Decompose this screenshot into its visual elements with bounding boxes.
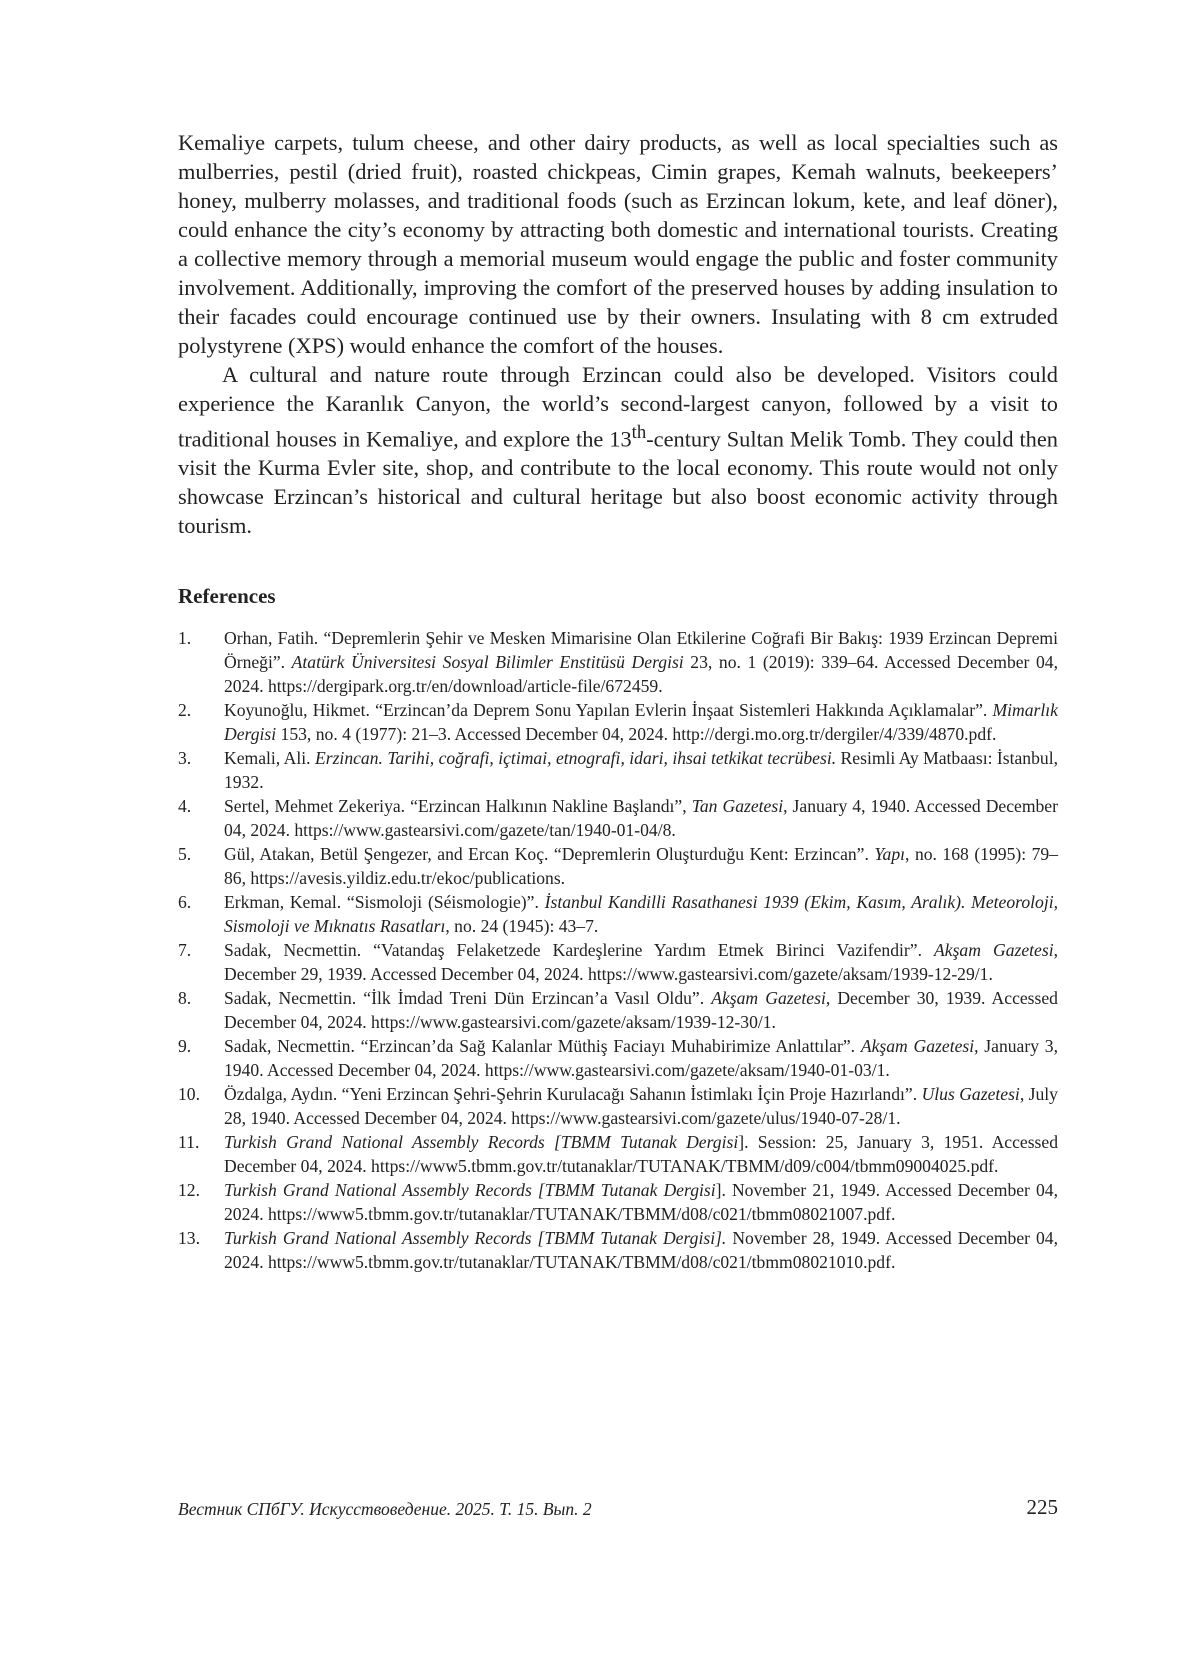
reference-number: 12. [178, 1180, 200, 1201]
reference-text-tail: November 28, 1949. Accessed December 04, 2024. https://www5.tbmm.gov.tr/tutanaklar/TUTANAK/TBMM/d08/c021/tbmm08021010.pdf. [224, 1228, 1058, 1273]
reference-number: 8. [178, 988, 192, 1009]
reference-number: 1. [178, 628, 192, 649]
reference-item [178, 1034, 1058, 1082]
journal-title: Вестник СПбГУ. Искусствоведение. 2025. Т. 15. Вып. 2 [178, 1499, 592, 1519]
reference-number: 3. [178, 748, 192, 769]
reference-text: Özdalga, Aydın. “Yeni Erzincan Şehri-Şehrin Kurulacağı Sahanın İstimlakı İçin Proje Hazırlandı”. [224, 1084, 922, 1105]
reference-text-tail: ]. Session: 25, January 3, 1951. Accessed December 04, 2024. https://www5.tbmm.gov.tr/tutanaklar/TUTANAK/TBMM/d09/c004/tbmm09004025.pdf. [224, 1132, 1058, 1177]
page-number: 225 [1026, 1495, 1058, 1519]
reference-item [178, 1130, 1058, 1178]
references-heading: References [178, 584, 276, 609]
reference-text: Koyunoğlu, Hikmet. “Erzincan’da Deprem Sonu Yapılan Evlerin İnşaat Sistemleri Hakkında Açıklamalar”. [224, 700, 993, 721]
reference-number: 9. [178, 1036, 192, 1057]
reference-item [178, 698, 1058, 746]
paragraph-2-part-a: A cultural and nature route through Erzincan could also be developed. Visitors could experience the Karanlık Canyon, the world’s second-largest canyon, followed by a visit to traditional houses in Kemaliye, and explore the 13 [178, 362, 1058, 452]
paragraph-1: Kemaliye carpets, tulum cheese, and other dairy products, as well as local specialties such as mulberries, pestil (dried fruit), roasted chickpeas, Cimin grapes, Kemah walnuts, beekeepers’ honey, mulberry molasses, and traditional foods (such as Erzincan lokum, kete, and leaf döner), could enhance the city’s economy by attracting both domestic and international tourists. Creating a collective memory through a memorial museum would engage the public and foster community involvement. Additionally, improving the comfort of the preserved houses by adding insulation to their facades could encourage continued use by their owners. Insulating with 8 cm extruded polystyrene (XPS) would enhance the comfort of the houses. [178, 130, 1058, 358]
reference-text: Kemali, Ali. [224, 748, 315, 769]
paragraph-2-superscript: th [631, 422, 647, 443]
reference-italic-title: Ulus Gazetesi [921, 1084, 1020, 1105]
reference-item [178, 1226, 1058, 1274]
reference-item [178, 1178, 1058, 1226]
reference-text-tail: , December 30, 1939. Accessed December 04, 2024. https://www.gastearsivi.com/gazete/aksam/1939-12-30/1. [224, 988, 1058, 1033]
reference-italic-title: Erzincan. Tarihi, coğrafi, içtimai, etnografi, idari, ihsai tetkikat tecrübesi. [314, 748, 837, 769]
reference-italic-title: Atatürk Üniversitesi Sosyal Bilimler Enstitüsü Dergisi [291, 652, 684, 673]
reference-text-tail: , no. 168 (1995): 79–86, https://avesis.yildiz.edu.tr/ekoc/publications. [224, 844, 1058, 889]
body-text [178, 128, 1058, 540]
reference-italic-title: Turkish Grand National Assembly Records [TBMM Tutanak Dergisi [224, 1132, 739, 1153]
reference-item [178, 842, 1058, 890]
page-content [178, 128, 1058, 1274]
reference-number: 5. [178, 844, 192, 865]
reference-italic-title: Akşam Gazetesi [711, 988, 826, 1009]
reference-text-tail: 23, no. 1 (2019): 339–64. Accessed December 04, 2024. https://dergipark.org.tr/en/download/article-file/672459. [224, 652, 1058, 697]
reference-number: 4. [178, 796, 192, 817]
reference-italic-title: Turkish Grand National Assembly Records [TBMM Tutanak Dergisi [224, 1180, 716, 1201]
reference-text: Erkman, Kemal. “Sismoloji (Séismologie)”. [224, 892, 545, 913]
reference-number: 6. [178, 892, 192, 913]
reference-item [178, 986, 1058, 1034]
reference-italic-title: Akşam Gazetesi [860, 1036, 975, 1057]
reference-italic-title: Akşam Gazetesi [934, 940, 1054, 961]
reference-text: Sadak, Necmettin. “Erzincan’da Sağ Kalanlar Müthiş Faciayı Muhabirimize Anlattılar”. [224, 1036, 861, 1057]
reference-text: Sadak, Necmettin. “İlk İmdad Treni Dün Erzincan’a Vasıl Oldu”. [224, 988, 712, 1009]
reference-number: 7. [178, 940, 192, 961]
reference-text-tail: ]. November 21, 1949. Accessed December 04, 2024. https://www5.tbmm.gov.tr/tutanaklar/TUTANAK/TBMM/d08/c021/tbmm08021007.pdf. [224, 1180, 1058, 1225]
reference-item [178, 794, 1058, 842]
reference-italic-title: Tan Gazetesi [691, 796, 784, 817]
page-footer [178, 1495, 1058, 1525]
reference-text-tail: , July 28, 1940. Accessed December 04, 2024. https://www.gastearsivi.com/gazete/ulus/1940-07-28/1. [224, 1084, 1058, 1129]
references-list [178, 626, 1058, 1274]
reference-item [178, 938, 1058, 986]
reference-text-tail: Resimli Ay Matbaası: İstanbul, 1932. [224, 748, 1058, 793]
reference-text-tail: , no. 24 (1945): 43–7. [445, 916, 599, 937]
reference-italic-title: Mimarlık Dergisi [224, 700, 1058, 745]
paragraph-2 [178, 360, 1058, 540]
reference-italic-title: İstanbul Kandilli Rasathanesi 1939 (Ekim, Kasım, Aralık). Meteoroloji, Sismoloji ve Mıknatıs Rasatları [224, 892, 1058, 937]
reference-text: Sadak, Necmettin. “Vatandaş Felaketzede Kardeşlerine Yardım Etmek Birinci Vazifendir”. [224, 940, 935, 961]
reference-item [178, 626, 1058, 698]
reference-italic-title: Turkish Grand National Assembly Records [TBMM Tutanak Dergisi]. [224, 1228, 727, 1249]
reference-number: 2. [178, 700, 192, 721]
reference-item [178, 746, 1058, 794]
reference-number: 11. [178, 1132, 200, 1153]
reference-text-tail: , January 3, 1940. Accessed December 04, 2024. https://www.gastearsivi.com/gazete/aksam/1940-01-03/1. [224, 1036, 1058, 1081]
reference-italic-title: Yapı [874, 844, 906, 865]
reference-number: 13. [178, 1228, 200, 1249]
reference-text: Orhan, Fatih. “Depremlerin Şehir ve Mesken Mimarisine Olan Etkilerine Coğrafi Bir Bakış: 1939 Erzincan Depremi Örneği”. [224, 628, 1058, 673]
reference-text-tail: , January 4, 1940. Accessed December 04, 2024. https://www.gastearsivi.com/gazete/tan/1940-01-04/8. [224, 796, 1058, 841]
reference-text-tail: 153, no. 4 (1977): 21–3. Accessed December 04, 2024. http://dergi.mo.org.tr/dergiler/4/339/4870.pdf. [276, 724, 997, 745]
reference-text: Gül, Atakan, Betül Şengezer, and Ercan Koç. “Depremlerin Oluşturduğu Kent: Erzincan”. [224, 844, 875, 865]
reference-text: Sertel, Mehmet Zekeriya. “Erzincan Halkının Nakline Başlandı”, [224, 796, 692, 817]
reference-number: 10. [178, 1084, 200, 1105]
reference-item [178, 890, 1058, 938]
paragraph-2-part-b: -century Sultan Melik Tomb. They could then visit the Kurma Evler site, shop, and contribute to the local economy. This route would not only showcase Erzincan’s historical and cultural heritage but also boost economic activity through tourism. [178, 426, 1059, 539]
reference-text-tail: , December 29, 1939. Accessed December 04, 2024. https://www.gastearsivi.com/gazete/aksam/1939-12-29/1. [224, 940, 1058, 985]
reference-item [178, 1082, 1058, 1130]
